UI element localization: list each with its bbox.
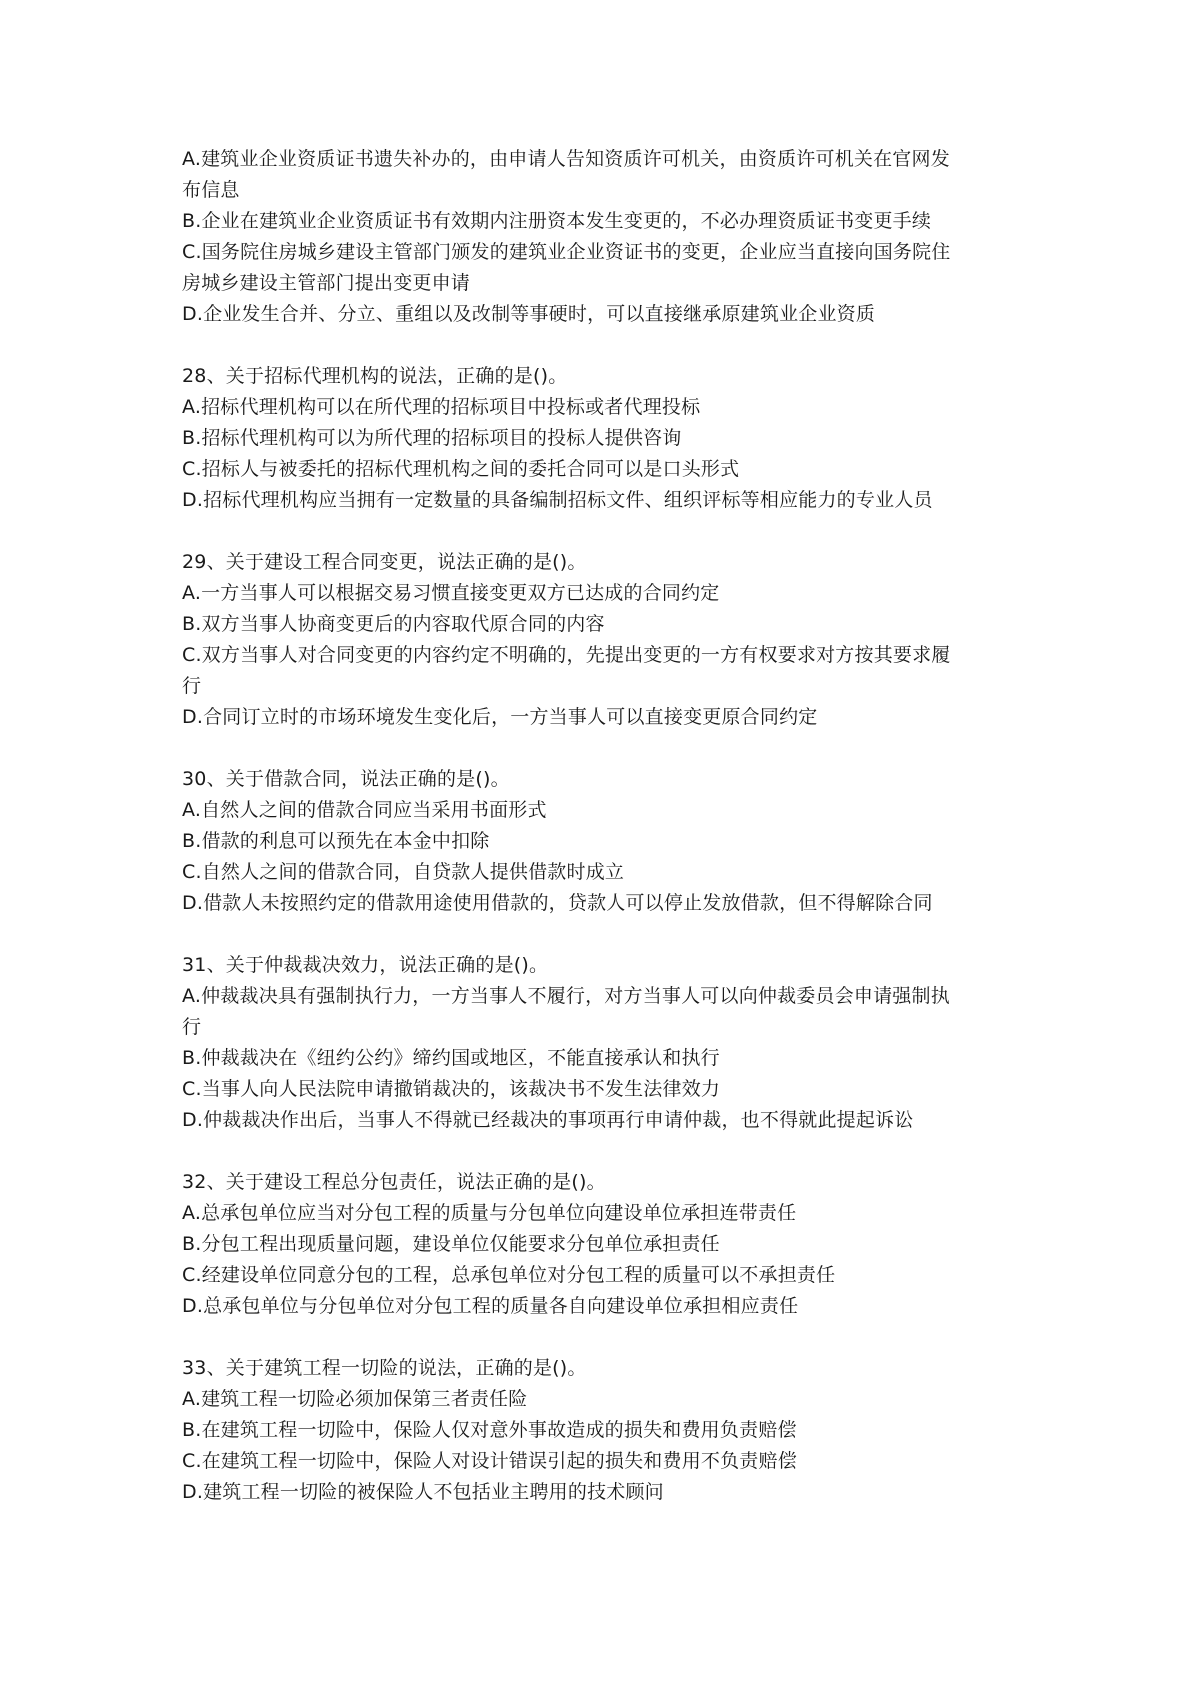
option-c: C.在建筑工程一切险中，保险人对设计错误引起的损失和费用不负责赔偿	[182, 1450, 797, 1472]
question-31	[182, 950, 1042, 1136]
option-a: A.自然人之间的借款合同应当采用书面形式	[182, 799, 547, 821]
question-28	[182, 361, 1042, 516]
question-32	[182, 1167, 1042, 1322]
option-b: B.招标代理机构可以为所代理的招标项目的投标人提供咨询	[182, 427, 682, 449]
option-a: A.一方当事人可以根据交易习惯直接变更双方已达成的合同约定	[182, 582, 720, 604]
document-content	[182, 144, 1042, 1539]
question-27-options	[182, 144, 1042, 330]
option-b: B.分包工程出现质量问题，建设单位仅能要求分包单位承担责任	[182, 1233, 720, 1255]
option-b: B.借款的利息可以预先在本金中扣除	[182, 830, 490, 852]
question-29	[182, 547, 1042, 733]
question-33	[182, 1353, 1042, 1508]
question-stem: 33、关于建筑工程一切险的说法，正确的是()。	[182, 1357, 587, 1379]
option-a: A.总承包单位应当对分包工程的质量与分包单位向建设单位承担连带责任	[182, 1202, 797, 1224]
option-a-line-2: 行	[182, 1016, 202, 1038]
question-stem: 30、关于借款合同，说法正确的是()。	[182, 768, 510, 790]
option-d: D.企业发生合并、分立、重组以及改制等事硬时，可以直接继承原建筑业企业资质	[182, 303, 876, 325]
option-b: B.在建筑工程一切险中，保险人仅对意外事故造成的损失和费用负责赔偿	[182, 1419, 797, 1441]
option-b: B.仲裁裁决在《纽约公约》缔约国或地区，不能直接承认和执行	[182, 1047, 720, 1069]
option-d: D.招标代理机构应当拥有一定数量的具备编制招标文件、组织评标等相应能力的专业人员	[182, 489, 933, 511]
option-c-line-1: C.双方当事人对合同变更的内容约定不明确的，先提出变更的一方有权要求对方按其要求履	[182, 644, 951, 666]
question-30	[182, 764, 1042, 919]
option-c-line-2: 房城乡建设主管部门提出变更申请	[182, 272, 471, 294]
option-d: D.建筑工程一切险的被保险人不包括业主聘用的技术顾问	[182, 1481, 664, 1503]
question-stem: 29、关于建设工程合同变更，说法正确的是()。	[182, 551, 587, 573]
question-stem: 32、关于建设工程总分包责任，说法正确的是()。	[182, 1171, 606, 1193]
option-a: A.建筑工程一切险必须加保第三者责任险	[182, 1388, 528, 1410]
option-c: C.自然人之间的借款合同，自贷款人提供借款时成立	[182, 861, 625, 883]
question-stem: 31、关于仲裁裁决效力，说法正确的是()。	[182, 954, 549, 976]
option-c-line-2: 行	[182, 675, 202, 697]
option-a-line-1: A.仲裁裁决具有强制执行力，一方当事人不履行，对方当事人可以向仲裁委员会申请强制执	[182, 985, 950, 1007]
option-c-line-1: C.国务院住房城乡建设主管部门颁发的建筑业企业资证书的变更，企业应当直接向国务院住	[182, 241, 951, 263]
option-b: B.双方当事人协商变更后的内容取代原合同的内容	[182, 613, 605, 635]
option-d: D.仲裁裁决作出后，当事人不得就已经裁决的事项再行申请仲裁，也不得就此提起诉讼	[182, 1109, 914, 1131]
option-b: B.企业在建筑业企业资质证书有效期内注册资本发生变更的，不必办理资质证书变更手续	[182, 210, 932, 232]
option-d: D.总承包单位与分包单位对分包工程的质量各自向建设单位承担相应责任	[182, 1295, 799, 1317]
option-d: D.借款人未按照约定的借款用途使用借款的，贷款人可以停止发放借款，但不得解除合同	[182, 892, 933, 914]
option-d: D.合同订立时的市场环境发生变化后，一方当事人可以直接变更原合同约定	[182, 706, 818, 728]
option-a: A.招标代理机构可以在所代理的招标项目中投标或者代理投标	[182, 396, 701, 418]
option-a-line-2: 布信息	[182, 179, 240, 201]
question-stem: 28、关于招标代理机构的说法，正确的是()。	[182, 365, 568, 387]
option-c: C.当事人向人民法院申请撤销裁决的，该裁决书不发生法律效力	[182, 1078, 721, 1100]
option-c: C.经建设单位同意分包的工程，总承包单位对分包工程的质量可以不承担责任	[182, 1264, 836, 1286]
option-c: C.招标人与被委托的招标代理机构之间的委托合同可以是口头形式	[182, 458, 740, 480]
option-a-line-1: A.建筑业企业资质证书遗失补办的，由申请人告知资质许可机关，由资质许可机关在官网发	[182, 148, 950, 170]
